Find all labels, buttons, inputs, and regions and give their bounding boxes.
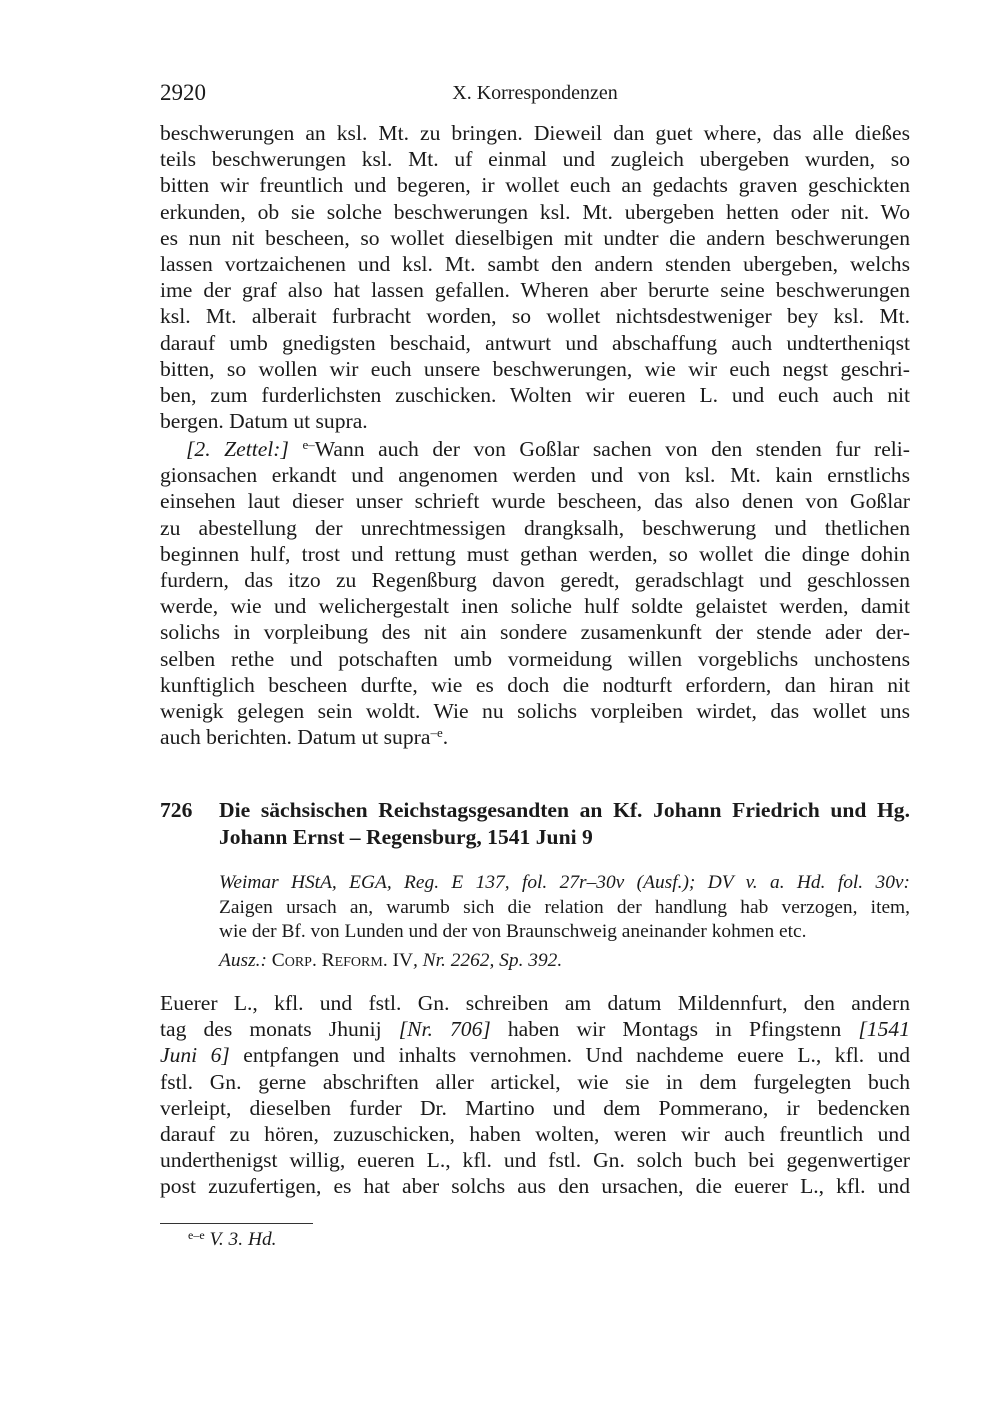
excerpt-label: Ausz.:	[219, 950, 267, 971]
note-marker-open: e–	[302, 437, 315, 452]
text-line: Euerer L., kfl. und fstl. Gn. schreiben am datum Mildennfurt, den andern	[160, 991, 910, 1015]
editorial-date: Juni 6]	[160, 1043, 230, 1068]
text-line: lassen vortzaichenen und ksl. Mt. sambt den andern stenden ubergeben, welchs	[160, 252, 910, 277]
dorsal-summary-line: Zaigen ursach an, warumb sich die relation der handlung hab verzogen, item,	[219, 896, 910, 918]
running-head: X. Korrespondenzen	[452, 82, 618, 104]
text-line	[160, 1042, 910, 1068]
title-line: Die sächsischen Reichstagsgesandten an Kf. Johann Friedrich und Hg.	[219, 798, 910, 822]
title-line: Johann Ernst – Regensburg, 1541 Juni 9	[219, 825, 593, 849]
text-line: darauf zu hören, zuzuschicken, haben wolten, weren wir auch freuntlich und	[160, 1122, 910, 1147]
paragraph	[160, 120, 910, 434]
footnote	[188, 1228, 277, 1252]
text-line: ksl. Mt. alberait furbracht worden, so wollet nichtsdestweniger bey ksl. Mt.	[160, 304, 910, 329]
text-line: bitten, so wollen wir euch unsere beschwerungen, wie wir euch negst geschri-	[160, 356, 910, 381]
text-line: gionsachen erkandt und angenomen werden und von ksl. Mt. kain ernstlichs	[160, 463, 910, 488]
text-line: bitten wir freuntlich und begeren, ir wollet euch an gedachts graven geschickten	[160, 173, 910, 198]
paragraph	[160, 436, 910, 750]
text-line	[160, 1016, 910, 1042]
text-line: zu abestellung der unrechtmessigen drangksalh, beschwerung und thetlichen	[160, 515, 910, 540]
text-line: ime der graf also hat lassen gefallen. Wheren aber berurte seine beschwerungen	[160, 278, 910, 303]
footnote-mark: e–e	[188, 1228, 205, 1242]
text-line: beschwerungen an ksl. Mt. zu bringen. Dieweil dan guet where, das alle dießes	[160, 121, 910, 145]
text-fragment: .	[442, 725, 449, 750]
paragraph	[160, 990, 910, 1200]
page-header	[160, 80, 910, 108]
text-fragment: haben wir Montags in Pfingstenn	[490, 1017, 859, 1042]
text-line: fstl. Gn. gerne abschriften aller artickel, wie sie in dem furgelegten buch	[160, 1069, 910, 1094]
dorsal-summary-line: wie der Bf. von Lunden und der von Braunschweig aneinander kohmen etc.	[219, 921, 807, 942]
text-line: wenigk gelegen sein woldt. Wie nu solichs vorpleiben wirdet, das wollet uns	[160, 699, 910, 724]
footnote-divider	[160, 1223, 313, 1224]
document-title	[219, 797, 910, 851]
text-line: solichs in vorpleibung des nit ain sondere zusamenkunft der stende ader der-	[160, 620, 910, 645]
text-line: erkunden, ob sie solche beschwerungen ksl. Mt. ubergeben hetten oder nit. Wo	[160, 199, 910, 224]
document-number: 726	[160, 798, 193, 822]
text-fragment: entpfangen und inhalts vernohmen. Und nachdeme euere L., kfl. und	[229, 1043, 911, 1068]
text-line: furdern, das itzo zu Regenßburg davon geredt, geradschlagt und geschlossen	[160, 568, 910, 593]
text-line: darauf umb gnedigsten beschaid, antwurt und abschaffung auch undtertheniqst	[160, 330, 910, 355]
text-line: es nun nit bescheen, so wollet dieselbigen mit undter die andern beschwerungen	[160, 225, 910, 250]
excerpt-work: Corp. Reform. IV	[271, 950, 413, 971]
archive-reference: Weimar HStA, EGA, Reg. E 137, fol. 27r–30v (Ausf.); DV v. a. Hd. fol. 30v:	[219, 872, 910, 893]
text-line: beginnen hulf, trost und rettung must gethan werden, so wollet die dinge dohin	[160, 541, 910, 566]
text-line: kunftiglich bescheen durfte, wie es doch die nodturft erfordern, dan hiran nit	[160, 672, 910, 697]
text-fragment: Wann auch der von Goßlar sachen von den stenden fur reli-	[314, 437, 910, 461]
text-line: post zuzufertigen, es hat aber solchs aus den ursachen, die euerer L., kfl. und	[160, 1174, 910, 1199]
text-line: selben rethe und potschaften umb vormeidung willen vorgeblichs unchostens	[160, 646, 910, 671]
cross-reference: [Nr. 706]	[398, 1017, 491, 1042]
note-marker-close: –e	[430, 725, 443, 741]
footnote-text: V. 3. Hd.	[209, 1229, 277, 1250]
text-fragment: auch berichten. Datum ut supra	[160, 725, 431, 750]
text-line: underthenigst willig, eueren L., kfl. und fstl. Gn. solch buch bei gegenwertiger	[160, 1148, 910, 1173]
text-line: verleipt, dieselben furder Dr. Martino und dem Pommerano, ir bedencken	[160, 1095, 910, 1120]
text-line: teils beschwerungen ksl. Mt. uf einmal und zugleich ubergeben wurden, so	[160, 147, 910, 172]
paragraph-zettel	[160, 436, 910, 750]
page-number: 2920	[160, 80, 206, 105]
text-fragment: tag des monats Jhunij	[160, 1017, 399, 1042]
paragraph-continued	[160, 120, 910, 434]
editorial-date: [1541	[858, 1017, 910, 1042]
text-line	[160, 724, 910, 750]
text-line: bergen. Datum ut supra.	[160, 409, 368, 434]
text-line: werde, wie und welichergestalt inen soliche hulf soldte gelaistet werden, damit	[160, 594, 910, 619]
letter-body	[160, 990, 910, 1200]
source-note	[219, 871, 910, 945]
text-line: ben, zum furderlichsten zuschicken. Wolten wir eueren L. und euch auch nit	[160, 383, 910, 408]
zettel-label: [2. Zettel:]	[186, 437, 289, 461]
excerpt-location: , Nr. 2262, Sp. 392.	[412, 950, 563, 971]
excerpt-note	[219, 949, 910, 974]
excerpt-line	[219, 949, 910, 974]
text-line: einsehen laut dieser unser schrieft wurde bescheen, das also denen von Goßlar	[160, 489, 910, 514]
text-line	[160, 436, 910, 462]
